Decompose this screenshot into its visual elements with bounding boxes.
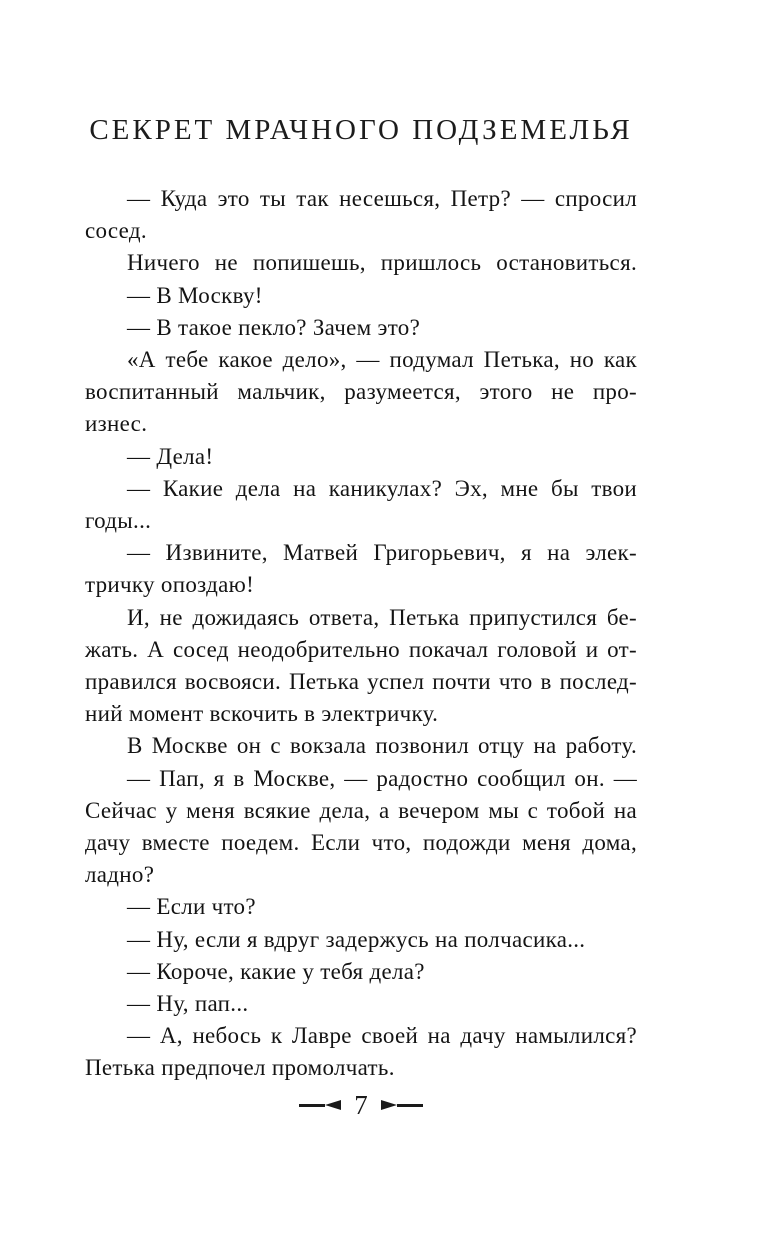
text-line: годы... (85, 508, 152, 534)
text-line: жать. А сосед неодобрительно покачал головой и от- (85, 636, 637, 662)
ornament-arrowhead-icon (381, 1100, 397, 1110)
text-line: Сейчас у меня всякие дела, а вечером мы с тобой на (85, 797, 637, 823)
text-line: Петька предпочел промолчать. (85, 1055, 395, 1081)
text-line: — Ну, если я вдруг задержусь на полчасика... (127, 926, 586, 952)
text-line: — Пап, я в Москве, — радостно сообщил он. — (127, 765, 637, 791)
text-line: ладно? (85, 862, 155, 888)
ornament-line-icon (397, 1104, 423, 1107)
text-line: — Дела! (127, 443, 214, 469)
page-number: 7 (354, 1090, 368, 1120)
text-line: сосед. (85, 218, 147, 244)
text-line: — Ну, пап... (127, 991, 249, 1017)
page-body-text (85, 183, 637, 1085)
text-line: воспитанный мальчик, разумеется, этого не про- (85, 379, 637, 405)
text-line: — Извините, Матвей Григорьевич, я на элек- (127, 540, 637, 566)
text-line: тричку опоздаю! (85, 572, 255, 598)
text-line: — В такое пекло? Зачем это? (127, 314, 421, 340)
text-line: правился восвояси. Петька успел почти что в послед- (85, 669, 637, 695)
text-line: Ничего не попишешь, пришлось остановиться. (127, 250, 637, 276)
chapter-title: СЕКРЕТ МРАЧНОГО ПОДЗЕМЕЛЬЯ (89, 114, 633, 146)
text-line: — Куда это ты так несешься, Петр? — спросил (127, 186, 637, 211)
text-line: И, не дожидаясь ответа, Петька припустился бе- (127, 604, 637, 630)
text-line: — А, небось к Лавре своей на дачу намылился? (127, 1023, 637, 1049)
page-footer (85, 1086, 637, 1124)
text-line: — Если что? (127, 894, 256, 920)
text-line: — Какие дела на каникулах? Эх, мне бы твои (127, 475, 637, 501)
text-line: ний момент вскочить в электричку. (85, 701, 439, 727)
text-line: «А тебе какое дело», — подумал Петька, но как (127, 347, 637, 373)
text-line: дачу вместе поедем. Если что, подожди меня дома, (85, 830, 637, 856)
page-number-ornament-left (299, 1100, 341, 1110)
ornament-line-icon (299, 1104, 325, 1107)
text-line: В Москве он с вокзала позвонил отцу на работу. (127, 733, 637, 759)
page-number-ornament-right (381, 1100, 423, 1110)
text-line: — Короче, какие у тебя дела? (127, 958, 425, 984)
ornament-arrowhead-icon (325, 1100, 341, 1110)
text-line: изнес. (85, 411, 148, 437)
text-line: — В Москву! (127, 282, 263, 308)
